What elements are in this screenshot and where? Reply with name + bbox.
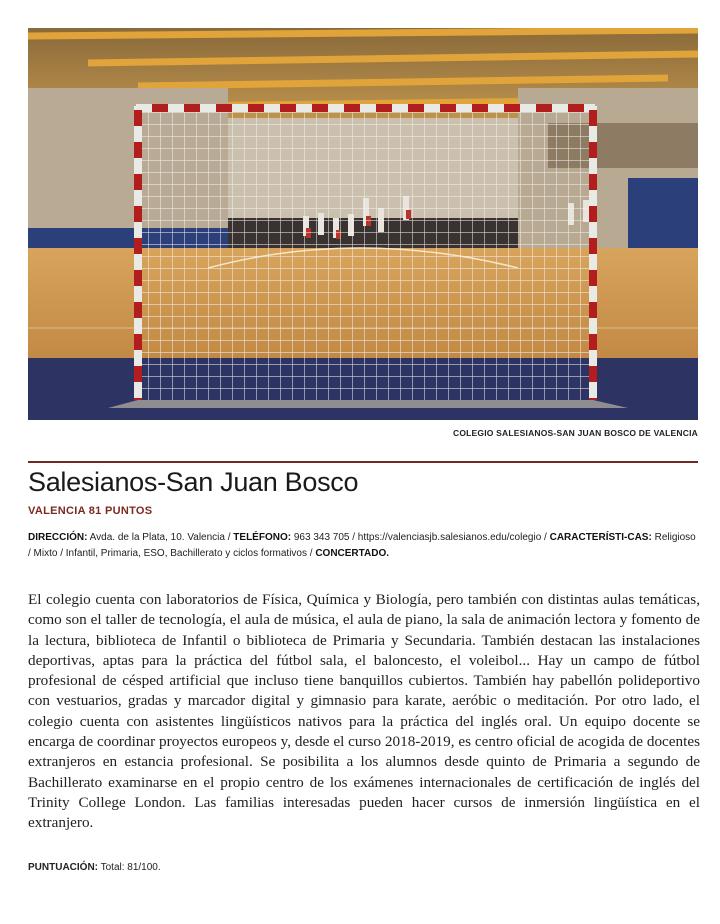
article-subtitle: VALENCIA 81 PUNTOS [28,505,153,517]
article-photo [28,28,698,420]
address-value: Avda. de la Plata, 10. Valencia / [87,532,234,543]
info-block [28,530,700,561]
gym-photo-illustration [28,28,698,420]
score-line [28,862,161,873]
phone-label: TELÉFONO: [233,532,292,543]
section-divider [28,461,698,463]
features-label: CARACTERÍSTI-CAS: [549,532,652,543]
phone-value: 963 343 705 / https://valenciasjb.salesianos.edu/colegio / [291,532,550,543]
score-value: Total: 81/100. [98,862,161,873]
type-label: CONCERTADO. [315,547,390,559]
article-title: Salesianos-San Juan Bosco [28,467,359,497]
address-label: DIRECCIÓN: [28,532,88,543]
features-value: Religioso / Mixto / Infantil, Primaria, ESO, Bachillerato y ciclos formativos / [28,532,696,559]
article-body: El colegio cuenta con laboratorios de Física, Química y Biología, pero también con distintas aulas temáticas, como son el taller de tecnología, el aula de música, el aula de piano, la sala de animación lectora y fomento de la lectura, biblioteca de Infantil o biblioteca de Primaria y Secundaria. También destacan las instalaciones deportivas, aptas para la práctica del fútbol sala, el baloncesto, el voleibol... Hay un campo de fútbol profesional de césped artificial que incluso tiene banquillos cubiertos. También hay pabellón polideportivo con vestuarios, gradas y marcador digital y gimnasio para karate, aeróbic o meditación. Por otro lado, el colegio cuenta con asistentes lingüísticos nativos para la práctica del inglés oral. Un equipo docente se encarga de coordinar proyectos europeos y, desde el curso 2018-2019, es centro oficial de acogida de docentes extranjeros en estancia profesional. Se posibilita a los alumnos desde quinto de Primaria a segundo de Bachillerato examinarse en el propio centro de los exámenes internacionales de certificación de inglés del Trinity College London. Las familias interesadas pueden hacer cursos de inmersión lingüística en el extranjero. [28,591,700,832]
score-label: PUNTUACIÓN: [28,862,98,873]
photo-caption: COLEGIO SALESIANOS-SAN JUAN BOSCO DE VALENCIA [453,428,698,438]
